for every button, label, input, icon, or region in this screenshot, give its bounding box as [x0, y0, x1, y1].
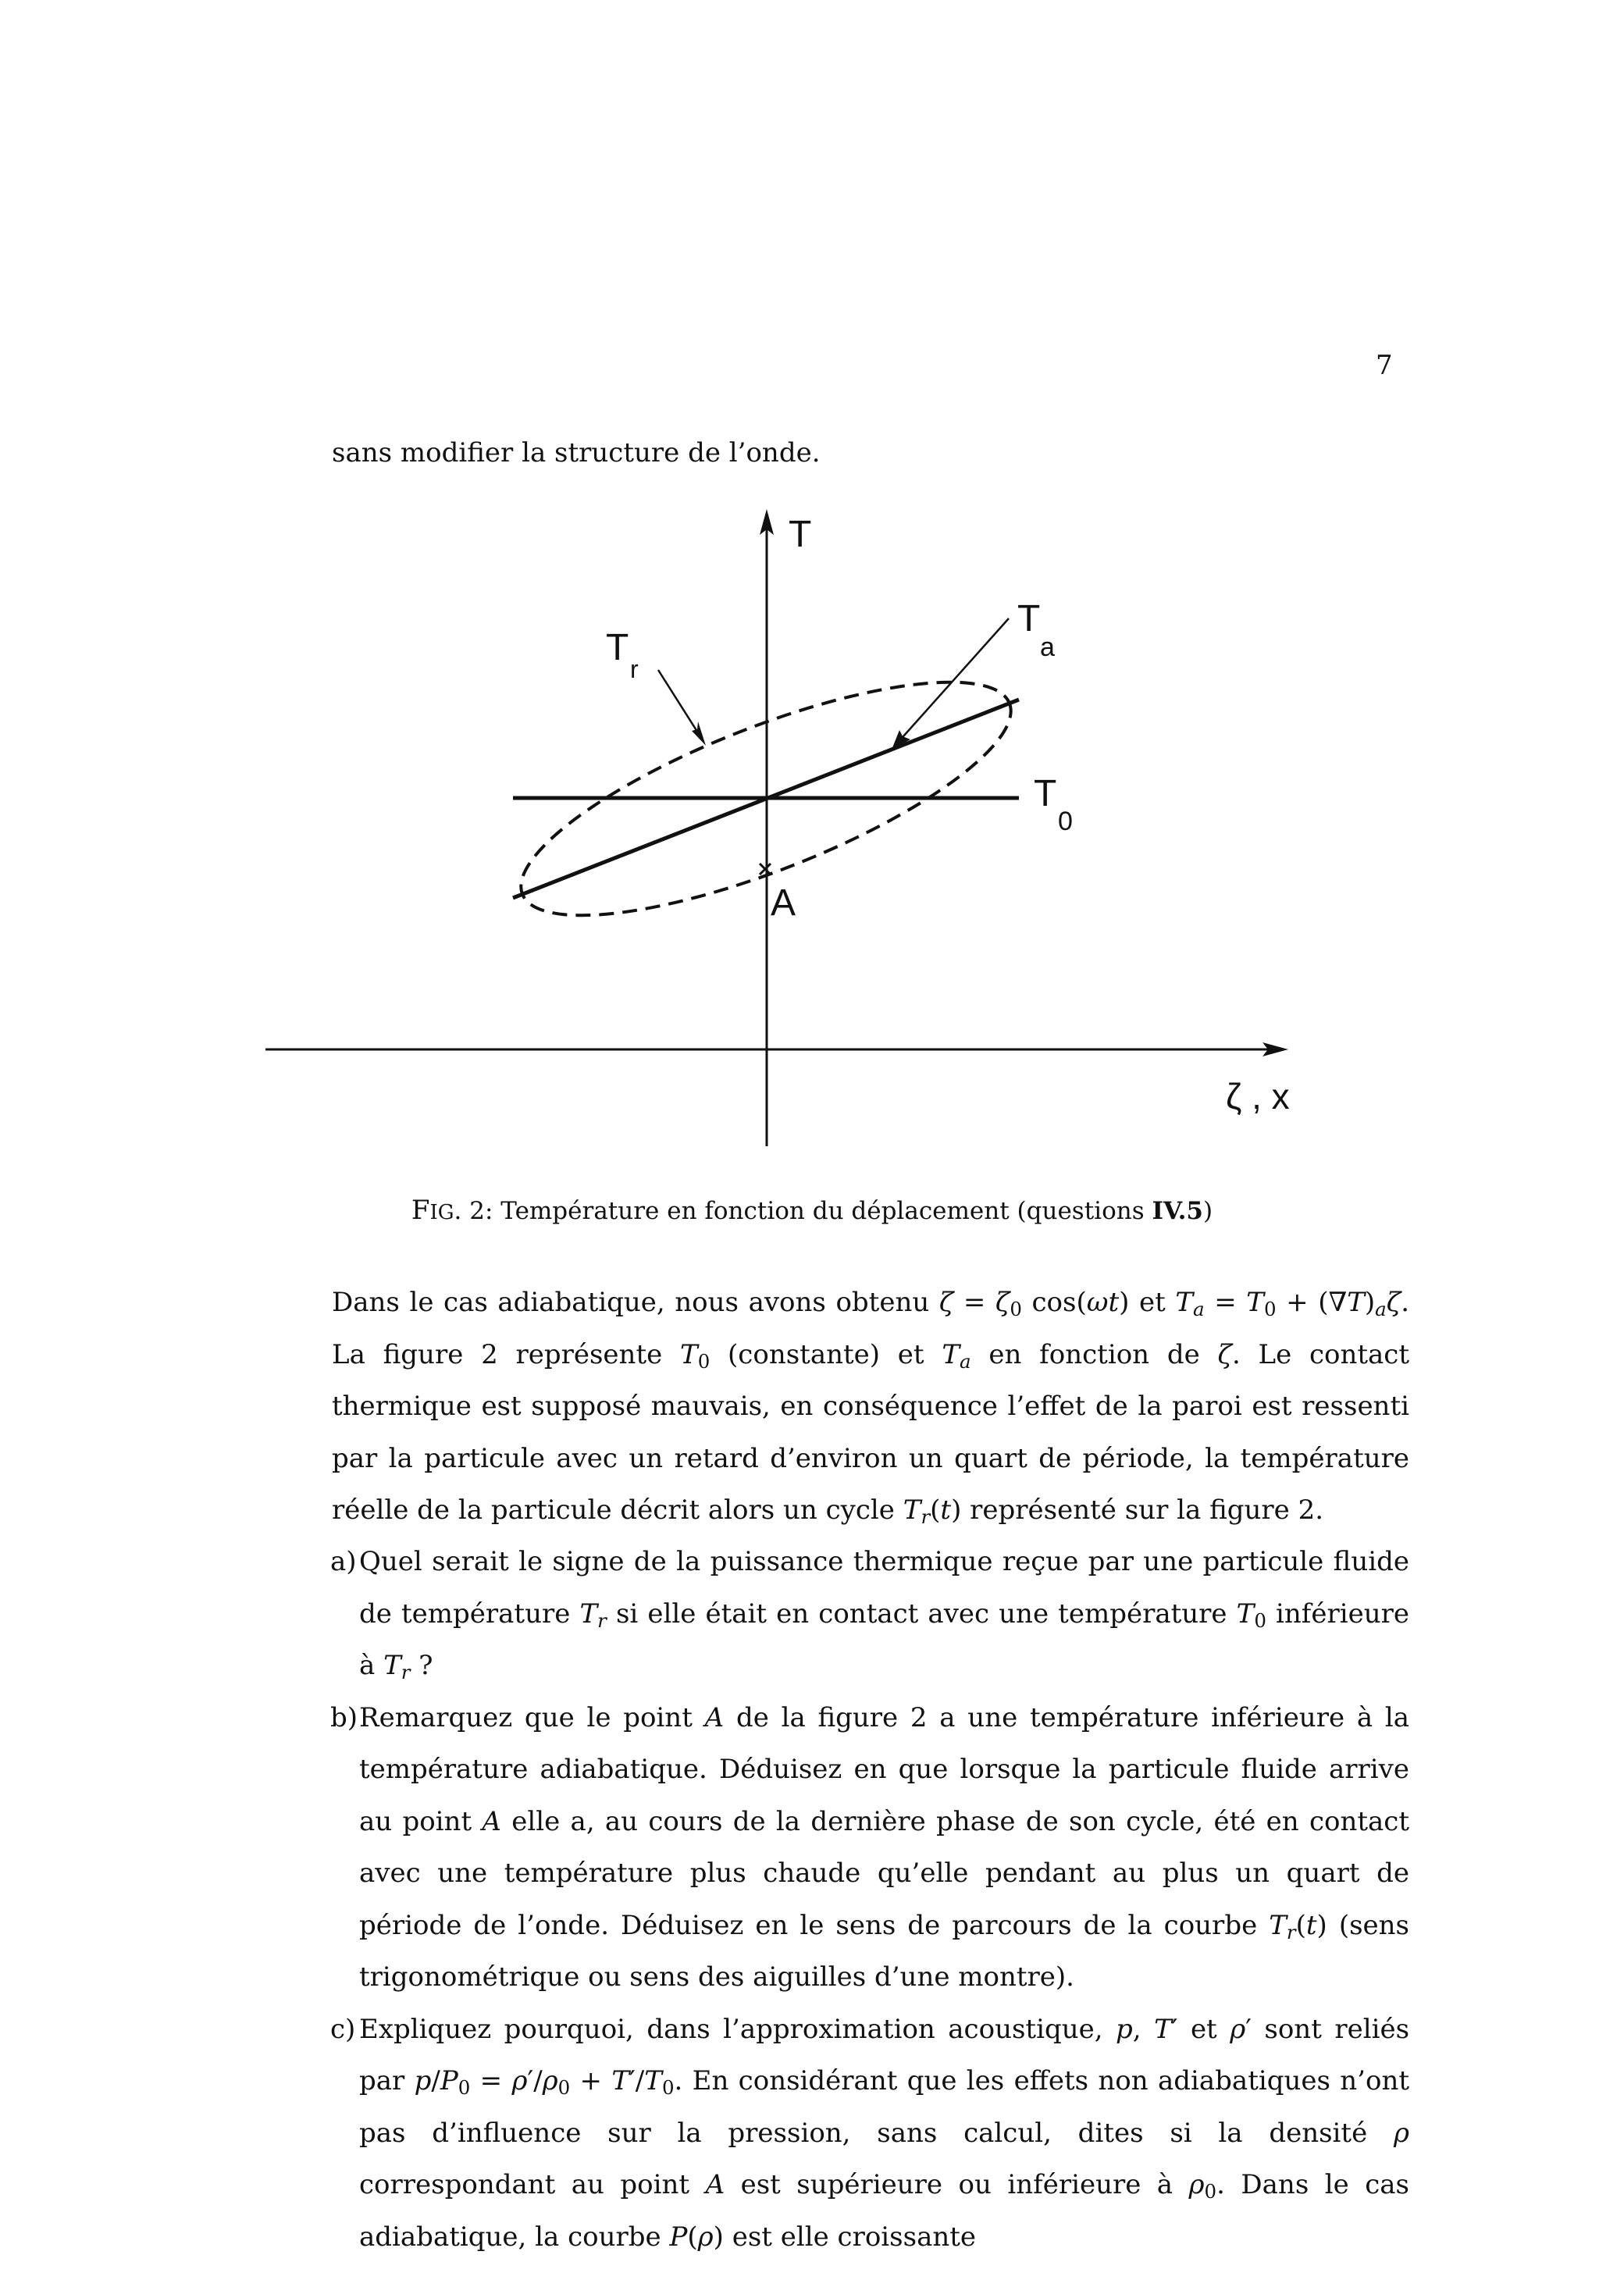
point-a-marker: [760, 864, 771, 875]
question-a-text-3: inférieure à: [359, 1598, 1410, 1681]
question-c-text-6: est supérieure ou inférieure à: [740, 2169, 1173, 2200]
body-paragraph: Dans le cas adiabatique, nous avons obtenu $\zeta = \zeta_0$ cos(ωt) et $T_a = T_0 + (\nabla T)_a\zeta$. La figure 2 représente $T_0$ (constante) et $T_a$ en fonction de ζ. Le contact thermique est supposé mauvais, en conséquence l’effet de la paroi est ressenti par la particule avec un retard d’environ un quart de période, la température réelle de la particule décrit alors un cycle $T_r(t)$ représenté sur la figure 2.: [332, 1287, 1410, 1529]
question-c-text-8: est elle croissante: [732, 2221, 977, 2253]
t-axis-label: T: [789, 514, 812, 555]
question-a-text-4: ?: [418, 1650, 433, 1681]
question-c-text-1: Expliquez pourquoi, dans l’approximation acoustique,: [359, 2013, 1103, 2045]
question-c: c) Expliquez pourquoi, dans l’approximation acoustique, p, T′ et ρ′ sont reliés par $p/P_0 = \rho'/\rho_0 + T'/T_0$. En considérant que les effets non adiabatiques n’ont pas d’influence sur la pression, sans calcul, dites si la densité ρ correspondant au point A est supérieure ou inférieure à $\rho_0$. Dans le cas adiabatique, la courbe P(ρ) est elle croissante: [332, 2004, 1409, 2264]
caption-close: ): [1202, 1197, 1213, 1225]
caption-question-ref: IV.5: [1152, 1197, 1203, 1225]
para-text-5: en fonction de: [988, 1338, 1200, 1370]
question-b-text-3: elle a, au cours de la dernière phase de son cycle, été en contact avec une température plus chaude qu’elle pendant au plus un quart de période de l’onde. Déduisez en le sens de parcours de la courbe: [359, 1805, 1410, 1941]
question-b-text-2: de la figure 2 a une température inférieure à la température adiabatique. Déduisez en que lorsque la particule fluide arrive au point: [359, 1701, 1409, 1837]
tr-label-subscript: r: [630, 655, 639, 683]
caption-fig-f: F: [411, 1195, 430, 1226]
para-text-1: Dans le cas adiabatique, nous avons obtenu: [332, 1287, 930, 1318]
para-text-3: . La figure 2 représente: [332, 1287, 1409, 1370]
para-text-2: et: [1138, 1287, 1166, 1318]
ta-label-subscript: a: [1040, 632, 1055, 662]
t0-label: T: [1034, 773, 1057, 814]
t0-label-subscript: 0: [1058, 807, 1073, 836]
question-a-text-2: si elle était en contact avec une température: [615, 1598, 1227, 1630]
question-b-marker: b): [330, 1701, 358, 1733]
caption-fig-ig: IG: [429, 1201, 454, 1224]
question-b: b) Remarquez que le point A de la figure 2 a une température inférieure à la température adiabatique. Déduisez en que lorsque la particule fluide arrive au point A elle a, au cours de la dernière phase de son cycle, été en contact avec une température plus chaude qu’elle pendant au plus un quart de période de l’onde. Déduisez en le sens de parcours de la courbe $T_r(t)$ (sens trigonométrique ou sens des aiguilles d’une montre).: [332, 1692, 1409, 2004]
question-c-text-2: et: [1190, 2013, 1217, 2045]
question-c-text-3: sont reliés par: [359, 2013, 1410, 2096]
figure-caption: [0, 1195, 1624, 1226]
page-number: 7: [1376, 350, 1393, 381]
question-a-marker: a): [330, 1546, 357, 1577]
ta-label: T: [1017, 598, 1041, 639]
para-text-7: représenté sur la figure 2.: [970, 1494, 1324, 1526]
point-a-label: A: [771, 882, 796, 924]
question-c-text-4: . En considérant que les effets non adiabatiques n’ont pas d’influence sur la pression, sans calcul, dites si la densité: [359, 2065, 1410, 2149]
x-axis-label: ζ , x: [1226, 1076, 1290, 1117]
question-b-text-4: (sens trigonométrique ou sens des aiguilles d’une montre).: [359, 1909, 1410, 1993]
lead-text: sans modifier la structure de l’onde.: [332, 437, 821, 468]
question-a-text-1: Quel serait le signe de la puissance thermique reçue par une particule fluide de température: [359, 1546, 1409, 1630]
caption-fig-number: . 2:: [454, 1197, 493, 1225]
para-text-4: (constante) et: [728, 1338, 924, 1370]
question-a: a) Quel serait le signe de la puissance thermique reçue par une particule fluide de température $T_r$ si elle était en contact avec une température $T_0$ inférieure à $T_r$ ?: [332, 1536, 1409, 1692]
question-list: [332, 1536, 1409, 2263]
tr-label: T: [606, 627, 629, 668]
para-text-6: . Le contact thermique est supposé mauvais, en conséquence l’effet de la paroi est ressenti par la particule avec un retard d’environ un quart de période, la température réelle de la particule décrit alors un cycle: [332, 1338, 1410, 1526]
question-c-text-5: correspondant au point: [359, 2169, 690, 2200]
question-c-text-7: . Dans le cas adiabatique, la courbe: [359, 2169, 1409, 2253]
question-c-marker: c): [330, 2013, 356, 2045]
question-b-text-1: Remarquez que le point: [359, 1701, 693, 1733]
caption-text: Température en fonction du déplacement (questions: [500, 1197, 1145, 1225]
